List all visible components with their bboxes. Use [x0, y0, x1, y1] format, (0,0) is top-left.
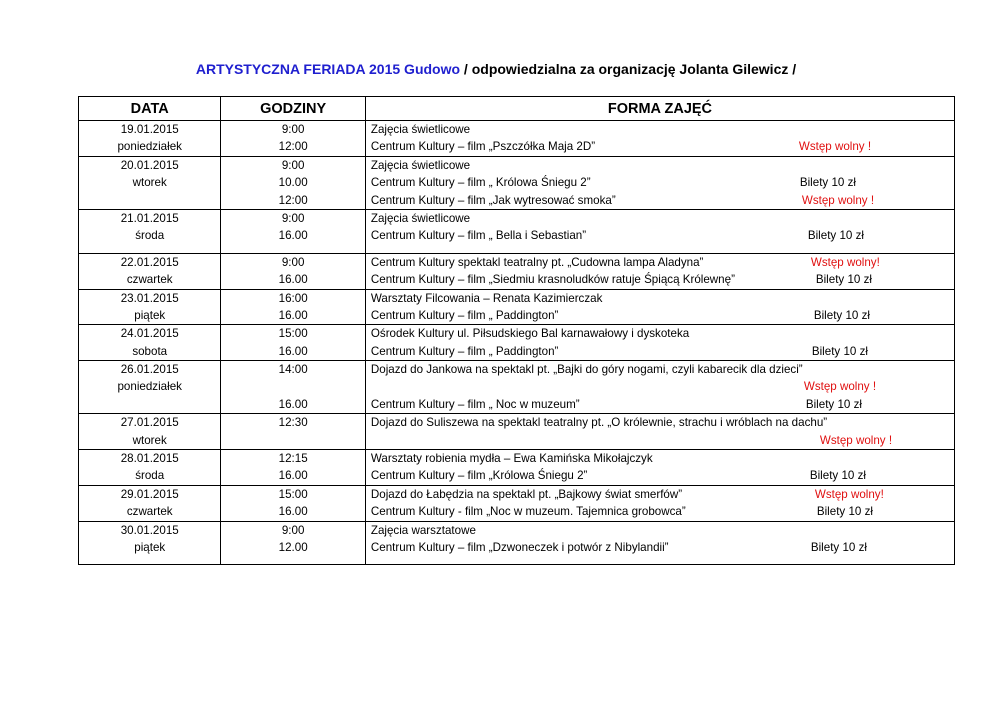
- cell-text: środa: [135, 469, 165, 483]
- table-row: [79, 121, 955, 157]
- date-text: [79, 325, 220, 342]
- activity-text: Centrum Kultury – film „ Bella i Sebastian”: [370, 229, 587, 243]
- schedule-table: [78, 96, 955, 565]
- time-text: [221, 138, 364, 155]
- activity-cell: [365, 289, 954, 325]
- cell-text: 23.01.2015: [120, 291, 179, 305]
- date-text: [79, 432, 220, 449]
- cell-text: piątek: [134, 308, 166, 322]
- activity-text: Centrum Kultury spektakl teatralny pt. „Cudowna lampa Aladyna”: [370, 255, 704, 269]
- date-text: [79, 414, 220, 431]
- activity-text: Centrum Kultury – film „Siedmiu krasnoludków ratuje Śpiącą Królewnę”: [370, 273, 735, 287]
- date-text: [79, 503, 220, 520]
- header-form: FORMA ZAJĘĆ: [365, 97, 954, 121]
- activity-text: Warsztaty Filcowania – Renata Kazimierczak: [370, 291, 603, 305]
- date-cell: [79, 156, 221, 209]
- date-text: [79, 486, 220, 503]
- cell-text: 10.00: [278, 176, 308, 190]
- ticket-price-label: Bilety 10 zł: [810, 540, 867, 554]
- date-text: [79, 522, 220, 539]
- time-text: [221, 307, 364, 324]
- cell-text: 21.01.2015: [120, 211, 179, 225]
- cell-text: 16.00: [278, 344, 308, 358]
- activity-line: [366, 361, 954, 378]
- activity-line: [366, 414, 954, 431]
- cell-text: 26.01.2015: [120, 363, 179, 377]
- cell-text: 12:00: [278, 193, 308, 207]
- activity-cell: [365, 209, 954, 253]
- ticket-price-label: Bilety 10 zł: [807, 229, 864, 243]
- activity-line: [366, 121, 954, 138]
- cell-text: 9:00: [281, 211, 305, 225]
- hours-cell: [221, 361, 365, 414]
- cell-text: 12:00: [278, 140, 308, 154]
- time-text: [221, 450, 364, 467]
- date-cell: [79, 361, 221, 414]
- date-cell: [79, 209, 221, 253]
- spacer: [221, 245, 364, 253]
- date-text: [79, 539, 220, 556]
- activity-line: [366, 486, 954, 503]
- activity-line: [366, 138, 954, 155]
- spacer: [79, 556, 220, 564]
- spacer: [79, 245, 220, 253]
- cell-text: 15:00: [278, 487, 308, 501]
- cell-text: poniedziałek: [117, 140, 182, 154]
- time-text: [221, 254, 364, 271]
- table-row: [79, 325, 955, 361]
- activity-line: [366, 227, 954, 244]
- hours-cell: [221, 121, 365, 157]
- activity-text: Centrum Kultury – film „ Paddington”: [370, 308, 559, 322]
- time-text: [221, 227, 364, 244]
- table-row: [79, 156, 955, 209]
- ticket-price-label: Bilety 10 zł: [816, 505, 873, 519]
- activity-text: Dojazd do Jankowa na spektakl pt. „Bajki do góry nogami, czyli kabarecik dla dzieci”: [370, 363, 803, 377]
- cell-text: 22.01.2015: [120, 255, 179, 269]
- activity-text: Centrum Kultury – film „ Królowa Śniegu 2”: [370, 176, 591, 190]
- activity-cell: [365, 521, 954, 565]
- activity-text: Centrum Kultury - film „Noc w muzeum. Tajemnica grobowca”: [370, 505, 686, 519]
- cell-text: czwartek: [126, 273, 173, 287]
- activity-line: [366, 503, 954, 520]
- activity-cell: [365, 121, 954, 157]
- activity-text: Centrum Kultury – film „Dzwoneczek i potwór z Nibylandii”: [370, 540, 669, 554]
- date-text: [79, 378, 220, 395]
- free-entry-label: Wstęp wolny !: [803, 380, 877, 394]
- time-text: [221, 414, 364, 431]
- cell-text: sobota: [132, 344, 168, 358]
- cell-text: 19.01.2015: [120, 123, 179, 136]
- table-row: [79, 414, 955, 450]
- spacer: [366, 556, 954, 564]
- date-text: [79, 227, 220, 244]
- activity-text: Ośrodek Kultury ul. Piłsudskiego Bal karnawałowy i dyskoteka: [370, 327, 690, 341]
- cell-text: środa: [135, 229, 165, 243]
- hours-cell: [221, 450, 365, 486]
- activity-cell: [365, 450, 954, 486]
- date-text: [79, 343, 220, 360]
- cell-text: 16.00: [278, 273, 308, 287]
- cell-text: 15:00: [278, 327, 308, 341]
- activity-line: [366, 450, 954, 467]
- date-text: [79, 174, 220, 191]
- time-text: [221, 432, 364, 449]
- activity-text: Dojazd do Łabędzia na spektakl pt. „Bajkowy świat smerfów”: [370, 487, 683, 501]
- ticket-price-label: Bilety 10 zł: [813, 308, 870, 322]
- date-text: [79, 307, 220, 324]
- title-event-name: ARTYSTYCZNA FERIADA 2015 Gudowo: [195, 61, 461, 77]
- time-text: [221, 378, 364, 395]
- activity-text: Centrum Kultury – film „ Paddington”: [370, 344, 559, 358]
- cell-text: czwartek: [126, 505, 173, 519]
- date-cell: [79, 289, 221, 325]
- date-text: [79, 467, 220, 484]
- cell-text: 28.01.2015: [120, 452, 179, 466]
- time-text: [221, 290, 364, 307]
- activity-cell: [365, 414, 954, 450]
- time-text: [221, 174, 364, 191]
- activity-line: [366, 325, 954, 342]
- cell-text: 12:15: [278, 452, 308, 466]
- date-text: [79, 157, 220, 174]
- date-cell: [79, 253, 221, 289]
- date-text: [79, 396, 220, 413]
- hours-cell: [221, 289, 365, 325]
- date-cell: [79, 121, 221, 157]
- table-row: [79, 485, 955, 521]
- free-entry-label: Wstęp wolny!: [814, 487, 884, 501]
- activity-line: [366, 290, 954, 307]
- date-text: [79, 121, 220, 138]
- activity-cell: [365, 253, 954, 289]
- activity-line: [366, 467, 954, 484]
- cell-text: 9:00: [281, 123, 305, 136]
- ticket-price-label: Bilety 10 zł: [799, 176, 856, 190]
- cell-text: 9:00: [281, 158, 305, 172]
- header-row: [79, 97, 955, 121]
- time-text: [221, 157, 364, 174]
- table-row: [79, 289, 955, 325]
- time-text: [221, 325, 364, 342]
- date-text: [79, 290, 220, 307]
- time-text: [221, 121, 364, 138]
- date-text: [79, 138, 220, 155]
- header-hours: GODZINY: [221, 97, 365, 121]
- time-text: [221, 361, 364, 378]
- hours-cell: [221, 253, 365, 289]
- activity-text: Centrum Kultury – film „Pszczółka Maja 2D”: [370, 140, 596, 154]
- ticket-price-label: Bilety 10 zł: [809, 469, 866, 483]
- time-text: [221, 343, 364, 360]
- activity-line: [366, 307, 954, 324]
- hours-cell: [221, 325, 365, 361]
- cell-text: wtorek: [132, 433, 167, 447]
- cell-text: 30.01.2015: [120, 523, 179, 537]
- spacer: [366, 245, 954, 253]
- activity-line: [366, 192, 954, 209]
- cell-text: 16.00: [278, 397, 308, 411]
- cell-text: poniedziałek: [117, 380, 182, 394]
- activity-text: Zajęcia świetlicowe: [370, 158, 471, 172]
- cell-text: 16.00: [278, 229, 308, 243]
- cell-text: 16.00: [278, 505, 308, 519]
- free-entry-label: Wstęp wolny !: [801, 193, 875, 207]
- date-cell: [79, 521, 221, 565]
- time-text: [221, 522, 364, 539]
- hours-cell: [221, 414, 365, 450]
- activity-line: [366, 396, 954, 413]
- activity-text: Centrum Kultury – film „ Noc w muzeum”: [370, 397, 580, 411]
- date-cell: [79, 450, 221, 486]
- activity-line: [366, 432, 954, 449]
- date-text: [79, 271, 220, 288]
- activity-line: [366, 174, 954, 191]
- hours-cell: [221, 521, 365, 565]
- activity-line: [366, 378, 954, 395]
- activity-text: Warsztaty robienia mydła – Ewa Kamińska Mikołajczyk: [370, 452, 653, 466]
- free-entry-label: Wstęp wolny!: [810, 255, 880, 269]
- activity-cell: [365, 156, 954, 209]
- header-date: DATA: [79, 97, 221, 121]
- ticket-price-label: Bilety 10 zł: [815, 273, 872, 287]
- activity-line: [366, 343, 954, 360]
- cell-text: 27.01.2015: [120, 416, 179, 430]
- time-text: [221, 486, 364, 503]
- cell-text: 9:00: [281, 523, 305, 537]
- ticket-price-label: Bilety 10 zł: [805, 397, 862, 411]
- hours-cell: [221, 209, 365, 253]
- date-text: [79, 192, 220, 209]
- cell-text: 14:00: [278, 363, 308, 377]
- date-text: [79, 210, 220, 227]
- table-row: [79, 209, 955, 253]
- activity-line: [366, 210, 954, 227]
- cell-text: 16.00: [278, 308, 308, 322]
- date-text: [79, 254, 220, 271]
- spacer: [221, 556, 364, 564]
- free-entry-label: Wstęp wolny !: [798, 140, 872, 154]
- cell-text: 16.00: [278, 469, 308, 483]
- activity-text: Zajęcia świetlicowe: [370, 211, 471, 225]
- activity-line: [366, 539, 954, 556]
- cell-text: 24.01.2015: [120, 327, 179, 341]
- hours-cell: [221, 156, 365, 209]
- activity-cell: [365, 485, 954, 521]
- time-text: [221, 503, 364, 520]
- activity-line: [366, 522, 954, 539]
- table-row: [79, 450, 955, 486]
- cell-text: 9:00: [281, 255, 305, 269]
- activity-text: Zajęcia świetlicowe: [370, 123, 471, 136]
- activity-line: [366, 271, 954, 288]
- activity-line: [366, 254, 954, 271]
- page-title: [0, 61, 992, 77]
- title-organizer: / odpowiedzialna za organizację Jolanta Gilewicz /: [460, 61, 797, 77]
- activity-text: Centrum Kultury – film „Królowa Śniegu 2”: [370, 469, 588, 483]
- cell-text: 12.00: [278, 540, 308, 554]
- date-cell: [79, 414, 221, 450]
- date-text: [79, 450, 220, 467]
- table-row: [79, 521, 955, 565]
- ticket-price-label: Bilety 10 zł: [811, 344, 868, 358]
- activity-line: [366, 157, 954, 174]
- table-row: [79, 253, 955, 289]
- time-text: [221, 396, 364, 413]
- cell-text: 16:00: [278, 291, 308, 305]
- cell-text: 29.01.2015: [120, 487, 179, 501]
- table-row: [79, 361, 955, 414]
- cell-text: wtorek: [132, 176, 167, 190]
- date-cell: [79, 485, 221, 521]
- time-text: [221, 210, 364, 227]
- cell-text: piątek: [134, 540, 166, 554]
- activity-text: Dojazd do Suliszewa na spektakl teatralny pt. „O królewnie, strachu i wróblach na dachu”: [370, 416, 828, 430]
- hours-cell: [221, 485, 365, 521]
- activity-cell: [365, 325, 954, 361]
- date-text: [79, 361, 220, 378]
- cell-text: 12:30: [278, 416, 308, 430]
- time-text: [221, 192, 364, 209]
- time-text: [221, 467, 364, 484]
- activity-cell: [365, 361, 954, 414]
- time-text: [221, 539, 364, 556]
- activity-text: Zajęcia warsztatowe: [370, 523, 476, 537]
- free-entry-label: Wstęp wolny !: [819, 433, 893, 447]
- activity-text: Centrum Kultury – film „Jak wytresować smoka”: [370, 193, 616, 207]
- date-cell: [79, 325, 221, 361]
- time-text: [221, 271, 364, 288]
- cell-text: 20.01.2015: [120, 158, 179, 172]
